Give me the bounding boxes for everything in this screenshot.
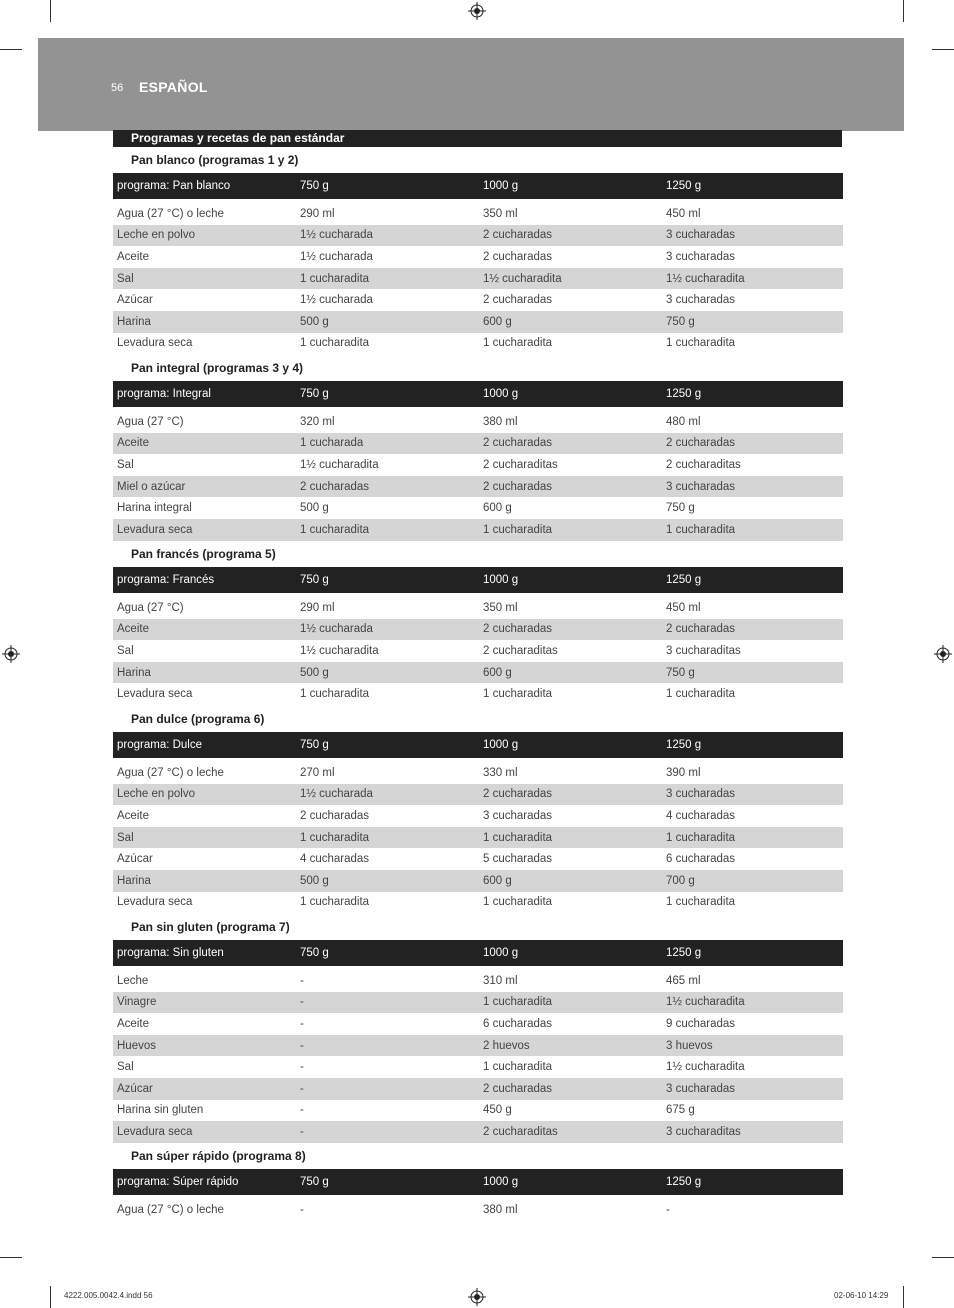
crop-mark: [0, 1257, 22, 1258]
table-cell: 3 cucharadas: [662, 476, 843, 498]
registration-mark-icon: [468, 1288, 486, 1306]
table-row: [113, 1100, 843, 1122]
table-cell: 4 cucharadas: [662, 805, 843, 827]
column-header: 1000 g: [479, 940, 662, 966]
column-header: 1000 g: [479, 173, 662, 199]
table-cell: Levadura seca: [113, 333, 296, 355]
section-title: Pan blanco (programas 1 y 2): [131, 153, 299, 167]
table-cell: Sal: [113, 454, 296, 476]
recipe-section-pan-frances: [113, 545, 843, 705]
table-cell: Agua (27 °C): [113, 411, 296, 433]
column-header: 1000 g: [479, 567, 662, 593]
table-row: [113, 662, 843, 684]
column-header: 750 g: [296, 732, 479, 758]
table-cell: 465 ml: [662, 970, 843, 992]
table-cell: Sal: [113, 268, 296, 290]
table-row: [113, 411, 843, 433]
column-header: 1000 g: [479, 381, 662, 407]
table-cell: Miel o azúcar: [113, 476, 296, 498]
crop-mark: [903, 0, 904, 22]
recipe-table: [113, 567, 843, 705]
table-cell: Aceite: [113, 805, 296, 827]
table-cell: Levadura seca: [113, 1121, 296, 1143]
table-cell: 1 cucharadita: [662, 892, 843, 914]
table-row: [113, 1199, 843, 1221]
table-cell: -: [296, 970, 479, 992]
table-row: [113, 311, 843, 333]
table-cell: 3 cucharaditas: [662, 640, 843, 662]
table-cell: -: [296, 992, 479, 1014]
table-cell: Harina sin gluten: [113, 1100, 296, 1122]
table-row: [113, 784, 843, 806]
table-header-row: [113, 173, 843, 199]
table-cell: 270 ml: [296, 762, 479, 784]
table-cell: 1 cucharadita: [479, 333, 662, 355]
column-header: 750 g: [296, 381, 479, 407]
table-cell: Leche: [113, 970, 296, 992]
table-row: [113, 683, 843, 705]
table-cell: Harina integral: [113, 497, 296, 519]
table-cell: 3 huevos: [662, 1035, 843, 1057]
table-cell: 1½ cucharada: [296, 289, 479, 311]
table-row: [113, 289, 843, 311]
table-cell: Agua (27 °C): [113, 597, 296, 619]
table-cell: 1½ cucharadita: [479, 268, 662, 290]
table-cell: 1 cucharadita: [662, 683, 843, 705]
table-cell: 480 ml: [662, 411, 843, 433]
table-cell: 600 g: [479, 662, 662, 684]
table-cell: 350 ml: [479, 203, 662, 225]
table-row: [113, 992, 843, 1014]
column-header: 1250 g: [662, 732, 843, 758]
table-cell: 750 g: [662, 497, 843, 519]
table-cell: 290 ml: [296, 203, 479, 225]
recipe-table: [113, 381, 843, 541]
table-cell: -: [296, 1056, 479, 1078]
table-cell: -: [296, 1013, 479, 1035]
table-cell: Sal: [113, 827, 296, 849]
table-cell: 600 g: [479, 497, 662, 519]
table-cell: Harina: [113, 870, 296, 892]
table-cell: 380 ml: [479, 411, 662, 433]
table-cell: -: [296, 1100, 479, 1122]
table-cell: 500 g: [296, 662, 479, 684]
table-row: [113, 892, 843, 914]
table-cell: 2 cucharadas: [479, 225, 662, 247]
recipe-table: [113, 173, 843, 354]
recipe-section-pan-blanco: [113, 151, 843, 354]
table-cell: Levadura seca: [113, 892, 296, 914]
column-header: 750 g: [296, 173, 479, 199]
table-header-row: [113, 732, 843, 758]
crop-mark: [0, 49, 22, 50]
table-cell: Azúcar: [113, 848, 296, 870]
section-title: Pan integral (programas 3 y 4): [131, 361, 304, 375]
table-cell: Agua (27 °C) o leche: [113, 762, 296, 784]
recipe-table: [113, 1169, 843, 1221]
table-header-row: [113, 1169, 843, 1195]
table-cell: Leche en polvo: [113, 784, 296, 806]
table-row: [113, 827, 843, 849]
table-row: [113, 1013, 843, 1035]
table-cell: 1 cucharadita: [479, 992, 662, 1014]
table-cell: Aceite: [113, 1013, 296, 1035]
table-cell: 3 cucharaditas: [662, 1121, 843, 1143]
table-cell: 3 cucharadas: [662, 784, 843, 806]
table-cell: 1 cucharadita: [479, 519, 662, 541]
table-cell: 1 cucharadita: [662, 333, 843, 355]
table-cell: 9 cucharadas: [662, 1013, 843, 1035]
section-title: Pan francés (programa 5): [131, 547, 276, 561]
table-cell: 2 cucharadas: [479, 246, 662, 268]
table-cell: 1 cucharadita: [479, 827, 662, 849]
table-row: [113, 203, 843, 225]
column-header: programa: Integral: [113, 381, 296, 407]
table-row: [113, 597, 843, 619]
table-cell: 2 huevos: [479, 1035, 662, 1057]
table-cell: Vinagre: [113, 992, 296, 1014]
table-cell: 700 g: [662, 870, 843, 892]
recipe-section-pan-dulce: [113, 710, 843, 913]
table-header-row: [113, 567, 843, 593]
table-cell: 2 cucharadas: [296, 476, 479, 498]
table-cell: 2 cucharadas: [479, 784, 662, 806]
table-cell: 500 g: [296, 870, 479, 892]
table-cell: 450 g: [479, 1100, 662, 1122]
column-header: 1000 g: [479, 1169, 662, 1195]
section-title: Pan dulce (programa 6): [131, 712, 265, 726]
table-cell: 1 cucharadita: [479, 1056, 662, 1078]
column-header: 1250 g: [662, 173, 843, 199]
recipe-section-pan-sin-gluten: [113, 918, 843, 1143]
table-cell: 1½ cucharadita: [296, 454, 479, 476]
table-cell: 350 ml: [479, 597, 662, 619]
table-row: [113, 268, 843, 290]
crop-mark: [50, 1286, 51, 1308]
column-header: 750 g: [296, 1169, 479, 1195]
table-cell: 600 g: [479, 311, 662, 333]
table-cell: 290 ml: [296, 597, 479, 619]
table-cell: Azúcar: [113, 289, 296, 311]
table-cell: 2 cucharaditas: [479, 454, 662, 476]
table-cell: 750 g: [662, 662, 843, 684]
table-cell: 2 cucharaditas: [662, 454, 843, 476]
table-cell: Aceite: [113, 619, 296, 641]
table-cell: 2 cucharadas: [479, 476, 662, 498]
column-header: 1250 g: [662, 381, 843, 407]
table-cell: Huevos: [113, 1035, 296, 1057]
registration-mark-icon: [934, 645, 952, 663]
footer-datetime: 02-06-10 14:29: [834, 1291, 889, 1300]
table-row: [113, 225, 843, 247]
table-cell: -: [296, 1078, 479, 1100]
table-cell: Agua (27 °C) o leche: [113, 1199, 296, 1221]
table-row: [113, 848, 843, 870]
table-cell: 2 cucharadas: [296, 805, 479, 827]
table-cell: 750 g: [662, 311, 843, 333]
table-row: [113, 433, 843, 455]
table-cell: 320 ml: [296, 411, 479, 433]
table-cell: 600 g: [479, 870, 662, 892]
table-cell: -: [662, 1199, 843, 1221]
table-cell: 1 cucharadita: [296, 333, 479, 355]
table-cell: 1½ cucharada: [296, 246, 479, 268]
table-cell: 1½ cucharada: [296, 225, 479, 247]
table-cell: 2 cucharadas: [479, 289, 662, 311]
table-cell: 1½ cucharadita: [662, 1056, 843, 1078]
table-row: [113, 870, 843, 892]
table-cell: 6 cucharadas: [479, 1013, 662, 1035]
table-cell: 1 cucharadita: [479, 892, 662, 914]
table-row: [113, 476, 843, 498]
table-cell: Levadura seca: [113, 519, 296, 541]
column-header: 1000 g: [479, 732, 662, 758]
table-cell: 5 cucharadas: [479, 848, 662, 870]
table-cell: 500 g: [296, 311, 479, 333]
section-title: Pan sin gluten (programa 7): [131, 920, 290, 934]
table-cell: 3 cucharadas: [662, 225, 843, 247]
table-cell: 2 cucharadas: [662, 619, 843, 641]
table-cell: 3 cucharadas: [662, 289, 843, 311]
table-cell: 1 cucharadita: [296, 519, 479, 541]
table-cell: 390 ml: [662, 762, 843, 784]
table-cell: 1½ cucharadita: [296, 640, 479, 662]
table-row: [113, 805, 843, 827]
crop-mark: [903, 1286, 904, 1308]
recipe-table: [113, 940, 843, 1143]
table-cell: 330 ml: [479, 762, 662, 784]
table-row: [113, 1035, 843, 1057]
table-cell: 3 cucharadas: [479, 805, 662, 827]
table-cell: 500 g: [296, 497, 479, 519]
table-row: [113, 1078, 843, 1100]
table-cell: 1 cucharadita: [662, 827, 843, 849]
table-cell: 2 cucharaditas: [479, 1121, 662, 1143]
column-header: 1250 g: [662, 1169, 843, 1195]
table-cell: Leche en polvo: [113, 225, 296, 247]
table-cell: Agua (27 °C) o leche: [113, 203, 296, 225]
column-header: programa: Dulce: [113, 732, 296, 758]
table-cell: Levadura seca: [113, 683, 296, 705]
column-header: 750 g: [296, 567, 479, 593]
table-cell: 3 cucharadas: [662, 1078, 843, 1100]
table-cell: 1½ cucharadita: [662, 992, 843, 1014]
column-header: programa: Sin gluten: [113, 940, 296, 966]
table-cell: 1 cucharadita: [662, 519, 843, 541]
table-cell: 1 cucharadita: [296, 683, 479, 705]
registration-mark-icon: [468, 2, 486, 20]
table-cell: Harina: [113, 662, 296, 684]
column-header: 1250 g: [662, 567, 843, 593]
table-cell: 450 ml: [662, 597, 843, 619]
table-cell: 2 cucharaditas: [479, 640, 662, 662]
table-cell: Sal: [113, 640, 296, 662]
page-number: 56: [111, 82, 124, 94]
table-cell: 1½ cucharada: [296, 784, 479, 806]
crop-mark: [932, 49, 954, 50]
table-row: [113, 1056, 843, 1078]
table-cell: 4 cucharadas: [296, 848, 479, 870]
table-cell: 1 cucharadita: [479, 683, 662, 705]
column-header: 750 g: [296, 940, 479, 966]
table-cell: -: [296, 1121, 479, 1143]
table-cell: 1½ cucharadita: [662, 268, 843, 290]
table-cell: Aceite: [113, 246, 296, 268]
column-header: programa: Francés: [113, 567, 296, 593]
table-header-row: [113, 381, 843, 407]
table-cell: 2 cucharadas: [662, 433, 843, 455]
column-header: programa: Pan blanco: [113, 173, 296, 199]
table-cell: -: [296, 1199, 479, 1221]
table-cell: 1 cucharada: [296, 433, 479, 455]
registration-mark-icon: [2, 645, 20, 663]
table-cell: 310 ml: [479, 970, 662, 992]
table-row: [113, 619, 843, 641]
table-header-row: [113, 940, 843, 966]
recipe-section-pan-integral: [113, 359, 843, 541]
footer-file-info: 4222.005.0042.4.indd 56: [64, 1291, 153, 1300]
table-cell: -: [296, 1035, 479, 1057]
crop-mark: [932, 1257, 954, 1258]
table-cell: 675 g: [662, 1100, 843, 1122]
recipe-section-pan-super-rapido: [113, 1147, 843, 1221]
table-cell: 380 ml: [479, 1199, 662, 1221]
table-row: [113, 1121, 843, 1143]
table-cell: 450 ml: [662, 203, 843, 225]
table-cell: Aceite: [113, 433, 296, 455]
column-header: programa: Súper rápido: [113, 1169, 296, 1195]
main-title: Programas y recetas de pan estándar: [113, 130, 842, 147]
table-row: [113, 333, 843, 355]
table-cell: 2 cucharadas: [479, 433, 662, 455]
table-cell: Sal: [113, 1056, 296, 1078]
table-cell: 2 cucharadas: [479, 1078, 662, 1100]
language-heading: ESPAÑOL: [139, 79, 208, 95]
table-cell: 1 cucharadita: [296, 827, 479, 849]
recipe-table: [113, 732, 843, 913]
table-row: [113, 519, 843, 541]
table-cell: 1 cucharadita: [296, 268, 479, 290]
table-cell: 2 cucharadas: [479, 619, 662, 641]
table-row: [113, 640, 843, 662]
crop-mark: [50, 0, 51, 22]
table-cell: Harina: [113, 311, 296, 333]
table-cell: 3 cucharadas: [662, 246, 843, 268]
table-cell: 6 cucharadas: [662, 848, 843, 870]
table-cell: 1½ cucharada: [296, 619, 479, 641]
table-row: [113, 246, 843, 268]
column-header: 1250 g: [662, 940, 843, 966]
table-cell: 1 cucharadita: [296, 892, 479, 914]
table-row: [113, 497, 843, 519]
table-row: [113, 970, 843, 992]
section-title: Pan súper rápido (programa 8): [131, 1149, 306, 1163]
table-row: [113, 454, 843, 476]
table-cell: Azúcar: [113, 1078, 296, 1100]
table-row: [113, 762, 843, 784]
